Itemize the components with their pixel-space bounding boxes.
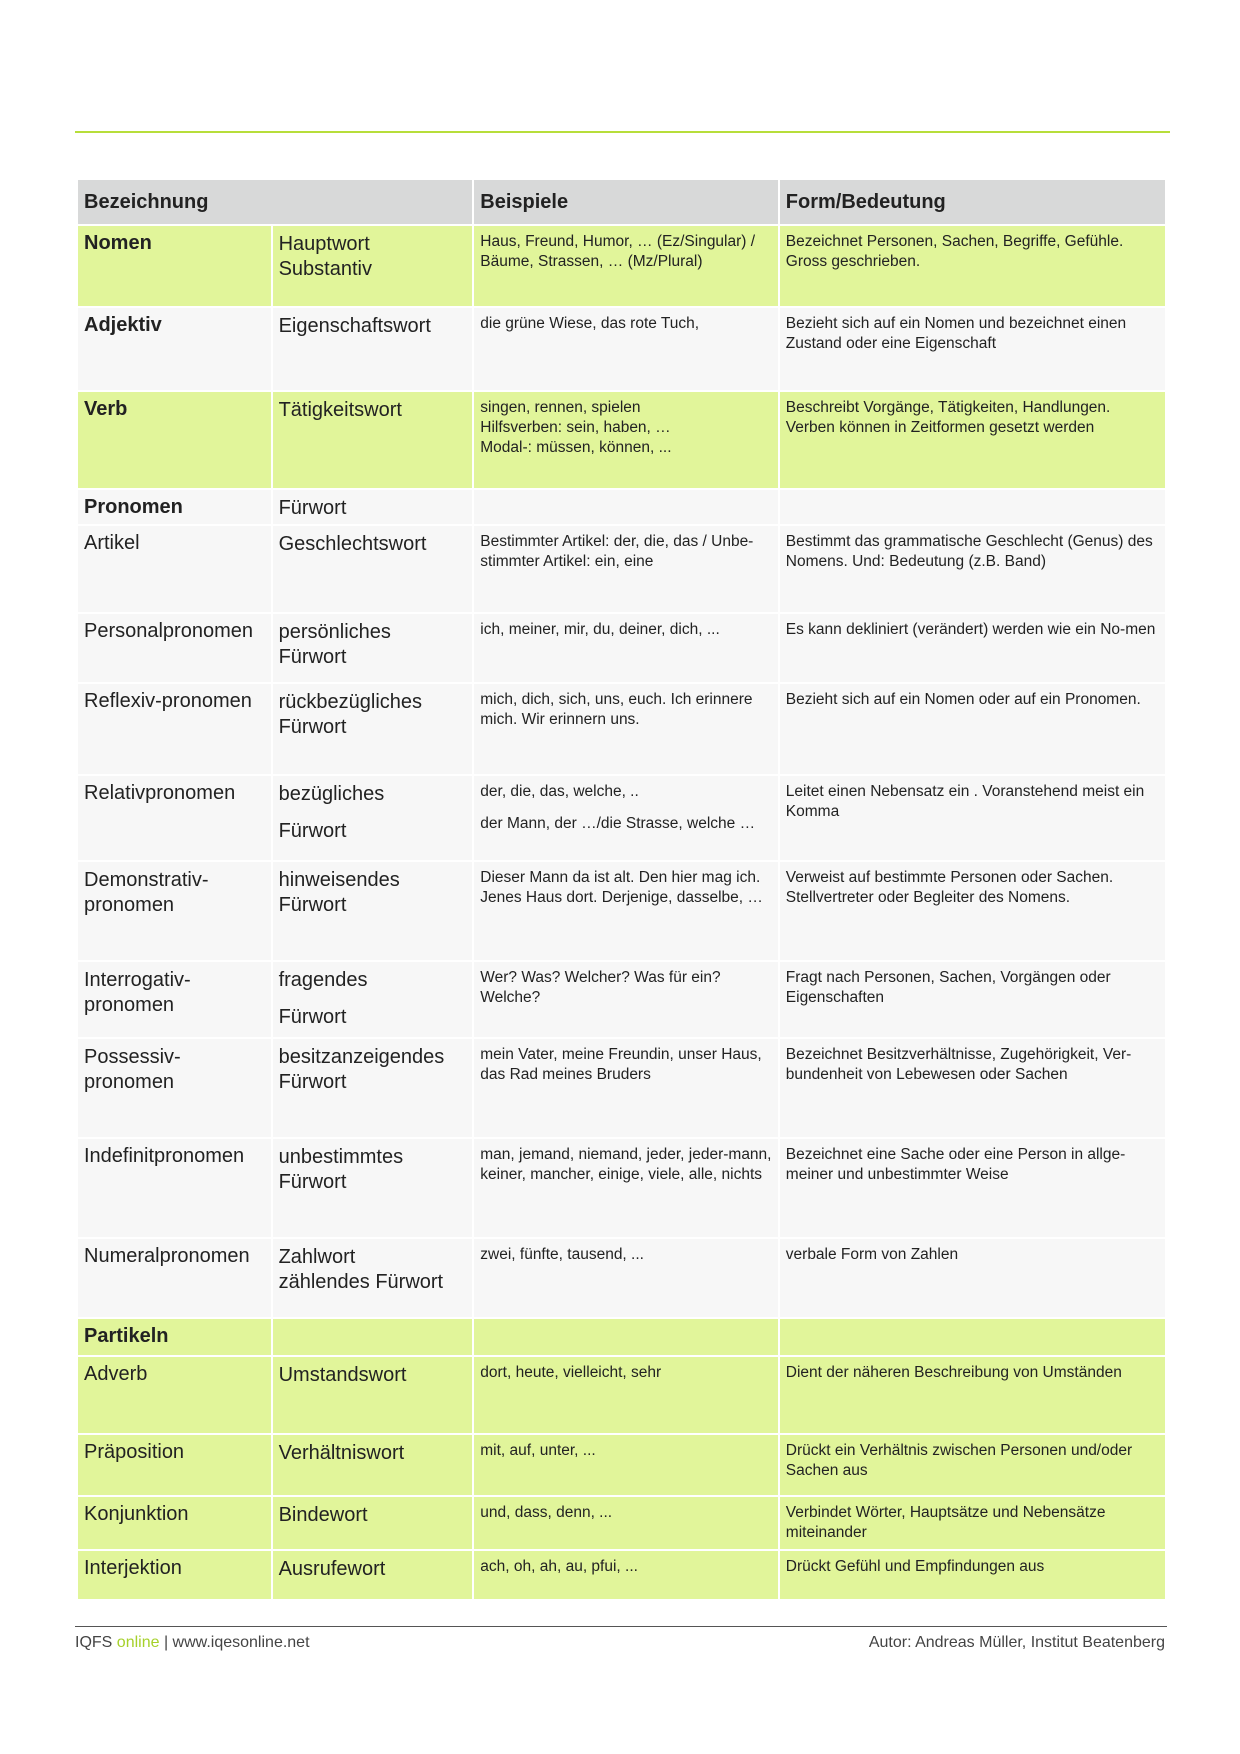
header-bezeichnung: Bezeichnung	[78, 180, 472, 224]
table-row	[78, 862, 1165, 960]
row-meaning: Dient der näheren Beschreibung von Umständen	[780, 1357, 1165, 1433]
row-term: Pronomen	[78, 490, 271, 524]
row-term: Reflexiv-pronomen	[78, 684, 271, 774]
row-examples: Wer? Was? Welcher? Was für ein? Welche?	[474, 962, 778, 1037]
row-meaning: Leitet einen Nebensatz ein . Voranstehend meist ein Komma	[780, 776, 1165, 860]
synonym-line: Fürwort	[278, 1006, 347, 1028]
row-meaning: Verbindet Wörter, Hauptsätze und Nebensätze miteinander	[780, 1497, 1165, 1549]
row-meaning	[780, 1319, 1165, 1355]
row-term: Possessiv- pronomen	[78, 1039, 271, 1137]
row-examples: Haus, Freund, Humor, … (Ez/Singular) / Bäume, Strassen, … (Mz/Plural)	[474, 226, 778, 306]
row-examples: Dieser Mann da ist alt. Den hier mag ich. Jenes Haus dort. Derjenige, dasselbe, …	[474, 862, 778, 960]
row-examples	[474, 490, 778, 524]
row-term: Verb	[78, 392, 271, 488]
row-meaning: Bezeichnet Besitzverhältnisse, Zugehörigkeit, Ver-bundenheit von Lebewesen oder Sachen	[780, 1039, 1165, 1137]
table-row	[78, 684, 1165, 774]
row-meaning: Es kann dekliniert (verändert) werden wie ein No-men	[780, 614, 1165, 682]
row-meaning: Bezeichnet eine Sache oder eine Person in allge-meiner und unbestimmter Weise	[780, 1139, 1165, 1237]
synonym-line: bezügliches	[278, 783, 385, 805]
row-term: Demonstrativ- pronomen	[78, 862, 271, 960]
row-meaning: Beschreibt Vorgänge, Tätigkeiten, Handlungen. Verben können in Zeitformen gesetzt werden	[780, 392, 1165, 488]
table-row	[78, 1551, 1165, 1599]
footer-url: | www.iqesonline.net	[163, 1634, 310, 1651]
row-term: Präposition	[78, 1435, 271, 1495]
row-synonym: Zahlwort zählendes Fürwort	[273, 1239, 473, 1317]
row-term: Adverb	[78, 1357, 271, 1433]
table-row	[78, 1497, 1165, 1549]
table-row	[78, 1139, 1165, 1237]
row-examples: Bestimmter Artikel: der, die, das / Unbe-stimmter Artikel: ein, eine	[474, 526, 778, 612]
row-term: Relativpronomen	[78, 776, 271, 860]
row-synonym: Tätigkeitswort	[273, 392, 473, 488]
row-synonym: Ausrufewort	[273, 1551, 473, 1599]
row-synonym: Geschlechtswort	[273, 526, 473, 612]
row-examples: dort, heute, vielleicht, sehr	[474, 1357, 778, 1433]
table-row	[78, 614, 1165, 682]
row-meaning: Drückt ein Verhältnis zwischen Personen und/oder Sachen aus	[780, 1435, 1165, 1495]
row-synonym: hinweisendes Fürwort	[273, 862, 473, 960]
table-row	[78, 308, 1165, 390]
example-line: der Mann, der …/die Strasse, welche …	[480, 815, 756, 832]
row-term: Partikeln	[78, 1319, 271, 1355]
footer-brand: IQFS	[75, 1634, 113, 1651]
table-row	[78, 1319, 1165, 1355]
row-synonym: Eigenschaftswort	[273, 308, 473, 390]
row-synonym	[273, 962, 473, 1037]
row-meaning: verbale Form von Zahlen	[780, 1239, 1165, 1317]
row-meaning: Fragt nach Personen, Sachen, Vorgängen oder Eigenschaften	[780, 962, 1165, 1037]
header-bedeutung: Form/Bedeutung	[780, 180, 1165, 224]
table-row	[78, 392, 1165, 488]
footer-brand-online: online	[116, 1634, 160, 1651]
row-term: Interrogativ- pronomen	[78, 962, 271, 1037]
footer-author: Autor: Andreas Müller, Institut Beatenberg	[868, 1634, 1165, 1651]
table-row	[78, 490, 1165, 524]
row-meaning	[780, 490, 1165, 524]
row-synonym: rückbezügliches Fürwort	[273, 684, 473, 774]
word-class-table	[76, 178, 1167, 1601]
header-beispiele: Beispiele	[474, 180, 778, 224]
row-synonym: persönliches Fürwort	[273, 614, 473, 682]
row-term: Personalpronomen	[78, 614, 271, 682]
table-row	[78, 1435, 1165, 1495]
table-row	[78, 1239, 1165, 1317]
row-examples: singen, rennen, spielen Hilfsverben: sein, haben, … Modal-: müssen, können, ...	[474, 392, 778, 488]
row-examples: ach, oh, ah, au, pfui, ...	[474, 1551, 778, 1599]
table-row	[78, 776, 1165, 860]
table-row	[78, 1357, 1165, 1433]
row-examples: und, dass, denn, ...	[474, 1497, 778, 1549]
top-rule	[75, 131, 1170, 133]
table-row	[78, 226, 1165, 306]
row-examples	[474, 776, 778, 860]
row-synonym: Verhältniswort	[273, 1435, 473, 1495]
table-row	[78, 1039, 1165, 1137]
row-term: Indefinitpronomen	[78, 1139, 271, 1237]
table-header	[78, 180, 1165, 224]
row-term: Konjunktion	[78, 1497, 271, 1549]
row-synonym: Hauptwort Substantiv	[273, 226, 473, 306]
table-row	[78, 962, 1165, 1037]
row-examples: mit, auf, unter, ...	[474, 1435, 778, 1495]
row-examples: man, jemand, niemand, jeder, jeder-mann, keiner, mancher, einige, viele, alle, nichts	[474, 1139, 778, 1237]
row-term: Nomen	[78, 226, 271, 306]
table-row	[78, 526, 1165, 612]
row-examples: mein Vater, meine Freundin, unser Haus, das Rad meines Bruders	[474, 1039, 778, 1137]
row-synonym	[273, 776, 473, 860]
row-examples: ich, meiner, mir, du, deiner, dich, ...	[474, 614, 778, 682]
row-meaning: Bezeichnet Personen, Sachen, Begriffe, Gefühle. Gross geschrieben.	[780, 226, 1165, 306]
row-term: Interjektion	[78, 1551, 271, 1599]
row-synonym: Umstandswort	[273, 1357, 473, 1433]
row-examples: mich, dich, sich, uns, euch. Ich erinnere mich. Wir erinnern uns.	[474, 684, 778, 774]
row-synonym: Bindewort	[273, 1497, 473, 1549]
row-examples: die grüne Wiese, das rote Tuch,	[474, 308, 778, 390]
row-term: Artikel	[78, 526, 271, 612]
row-term: Numeralpronomen	[78, 1239, 271, 1317]
row-meaning: Bezieht sich auf ein Nomen und bezeichnet einen Zustand oder eine Eigenschaft	[780, 308, 1165, 390]
row-meaning: Drückt Gefühl und Empfindungen aus	[780, 1551, 1165, 1599]
synonym-line: fragendes	[278, 969, 368, 991]
row-examples: zwei, fünfte, tausend, ...	[474, 1239, 778, 1317]
row-synonym: Fürwort	[273, 490, 473, 524]
row-meaning: Bezieht sich auf ein Nomen oder auf ein Pronomen.	[780, 684, 1165, 774]
row-synonym: besitzanzeigendes Fürwort	[273, 1039, 473, 1137]
row-meaning: Verweist auf bestimmte Personen oder Sachen. Stellvertreter oder Begleiter des Nomens.	[780, 862, 1165, 960]
row-term: Adjektiv	[78, 308, 271, 390]
row-meaning: Bestimmt das grammatische Geschlecht (Genus) des Nomens. Und: Bedeutung (z.B. Band)	[780, 526, 1165, 612]
footer-rule	[75, 1626, 1167, 1627]
row-examples	[474, 1319, 778, 1355]
footer-source	[75, 1634, 310, 1652]
synonym-line: Fürwort	[278, 820, 347, 842]
row-synonym: unbestimmtes Fürwort	[273, 1139, 473, 1237]
example-line: der, die, das, welche, ..	[480, 783, 639, 800]
row-synonym	[273, 1319, 473, 1355]
